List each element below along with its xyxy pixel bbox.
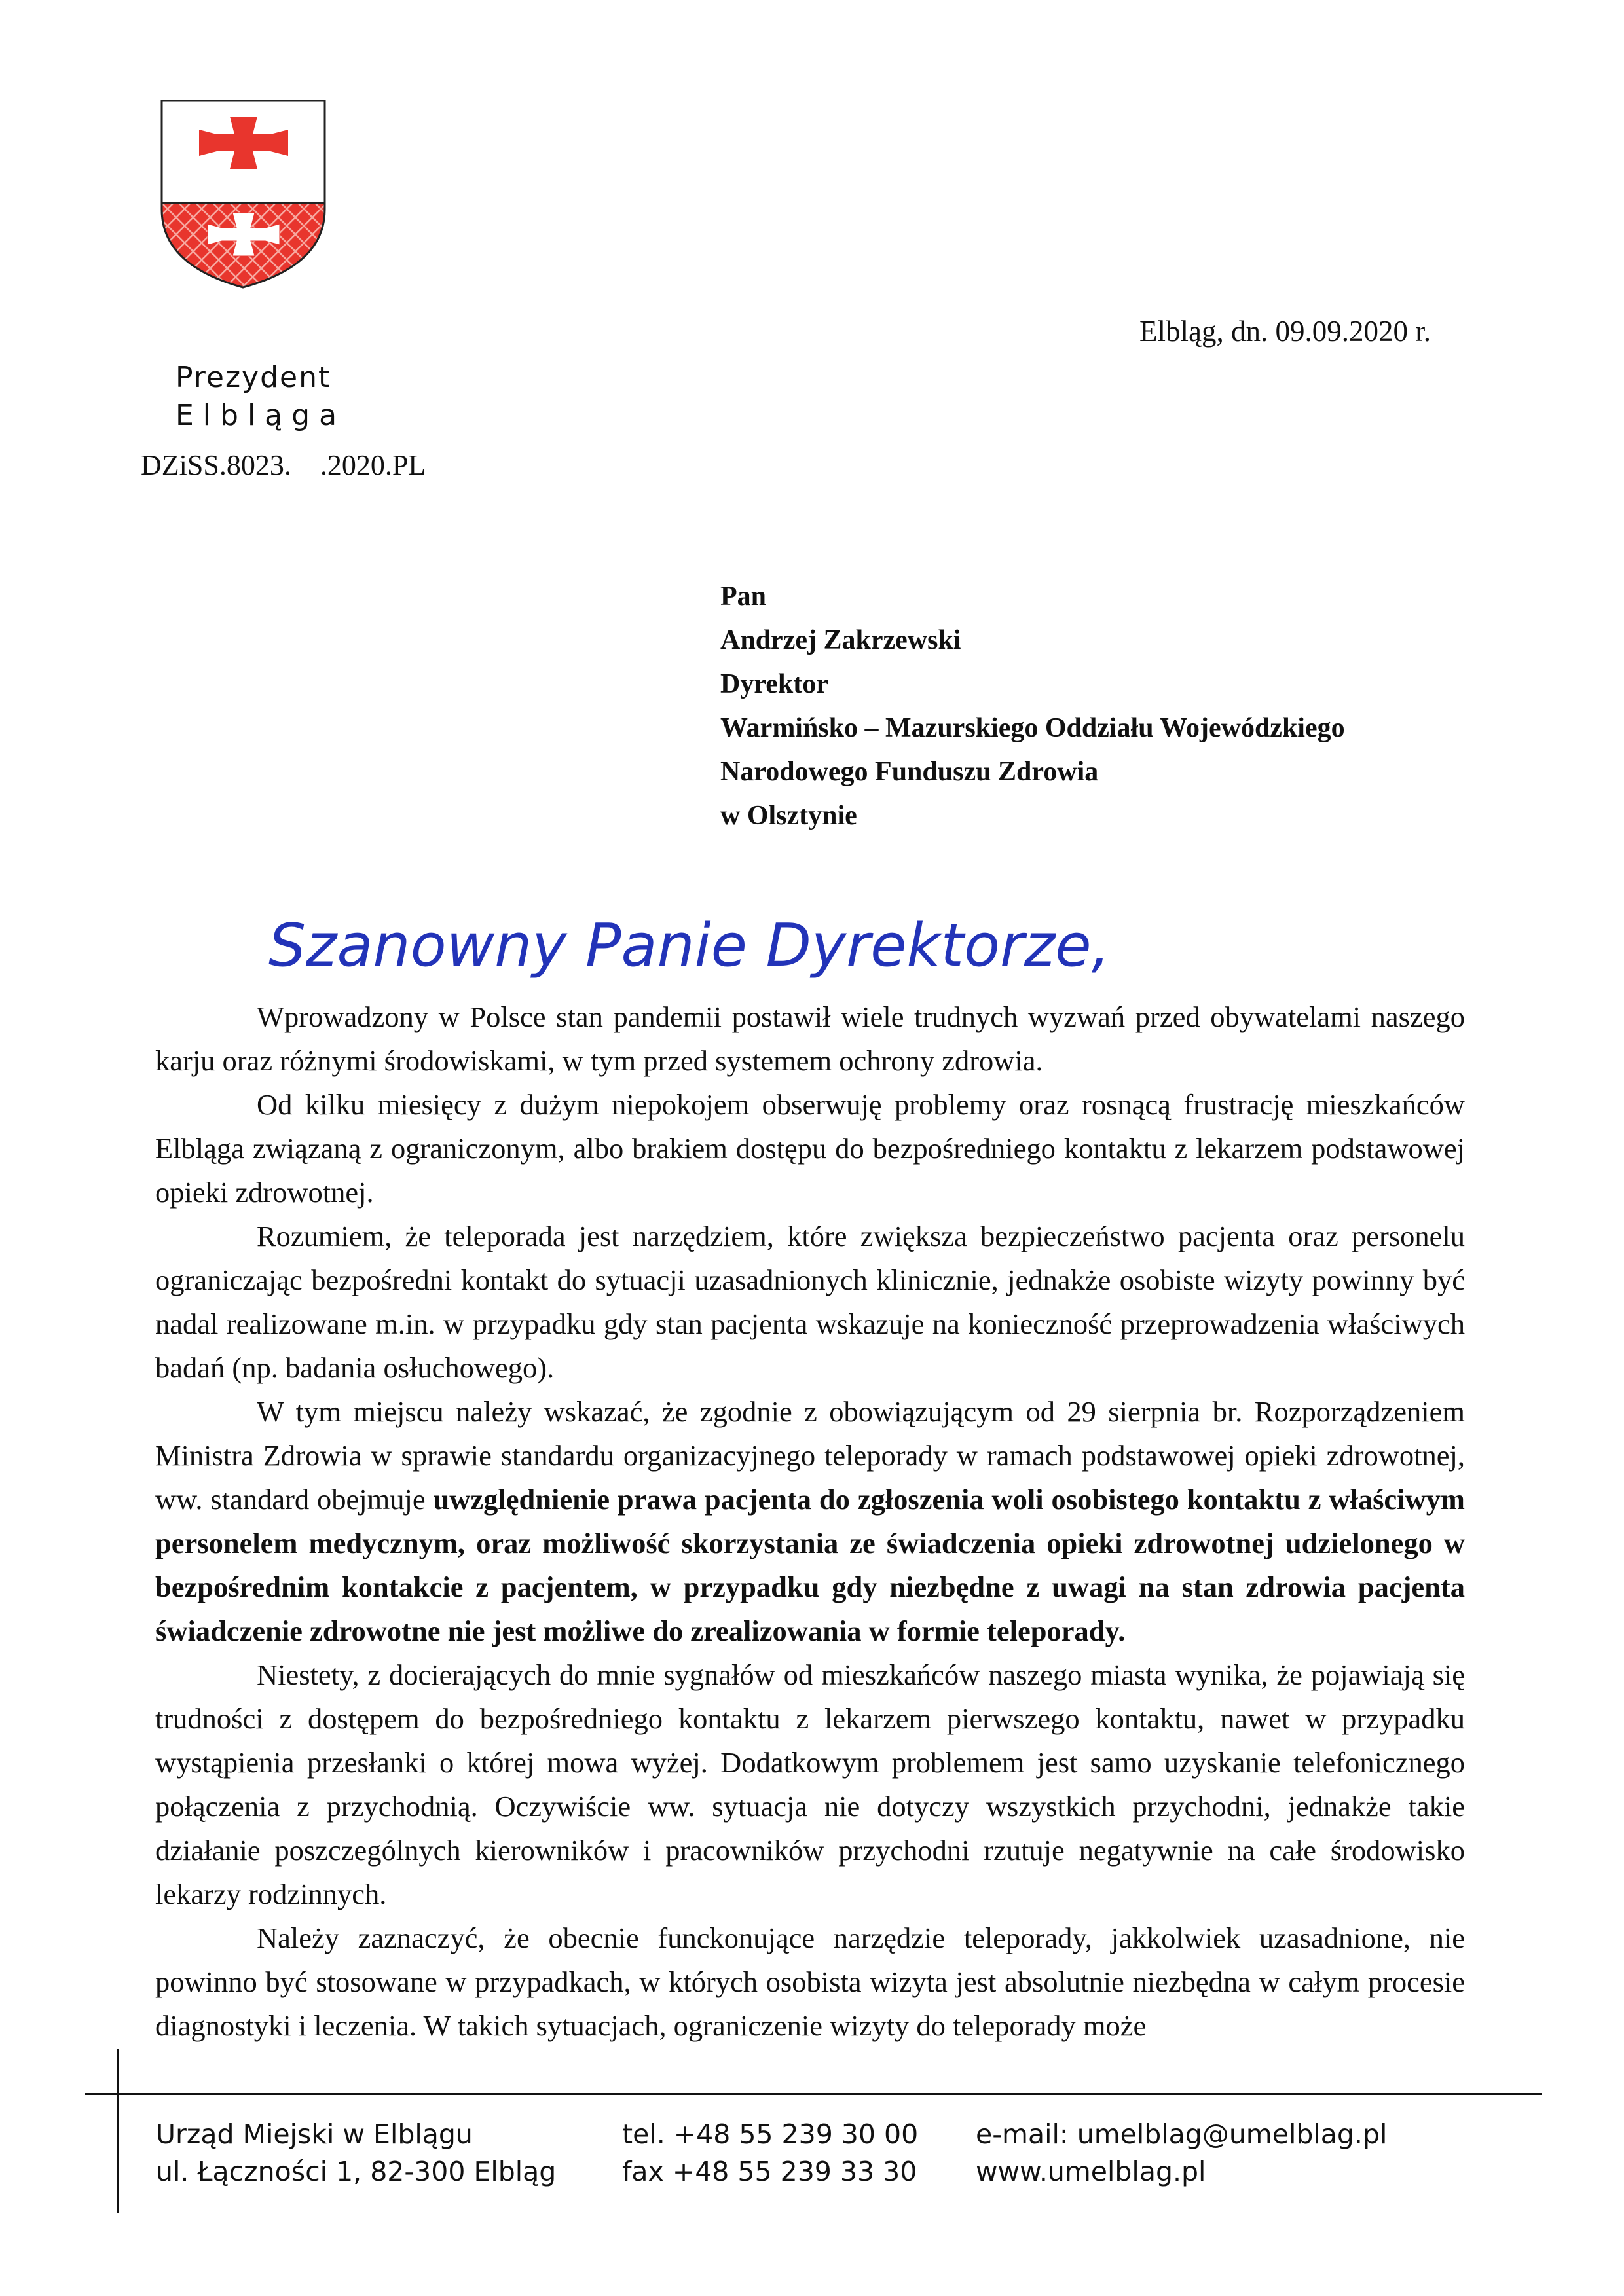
addressee-salutation: Pan	[720, 581, 767, 611]
addressee-organization: Warmińsko – Mazurskiego Oddziału Wojewódzkiego	[720, 713, 1345, 743]
addressee-organization-2: Narodowego Funduszu Zdrowia	[720, 757, 1099, 787]
footer-phone	[622, 2116, 918, 2191]
sender-city: Elbląga	[175, 399, 346, 432]
paragraph-1: Wprowadzony w Polsce stan pandemii postawił wiele trudnych wyzwań przed obywatelami naszego karju oraz różnymi środowiskami, w tym przed systemem ochrony zdrowia.	[155, 1000, 1465, 1077]
paragraph-6: Należy zaznaczyć, że obecnie funckonujące narzędzie teleporady, jakkolwiek uzasadnione, nie powinno być stosowane w przypadkach, w których osobista wizyta jest absolutnie niezbędna w całym procesie diagnostyki i leczenia. W takich sytuacjach, ograniczenie wizyty do teleporady może	[155, 1922, 1465, 2042]
footer-contact	[976, 2116, 1387, 2191]
paragraph-4-text: W tym miejscu należy wskazać, że zgodnie z obowiązującym od 29 sierpnia br. Rozporządzeniem Ministra Zdrowia w sprawie standardu organizacyjnego teleporady w ramach podstawowej opieki zdrowotnej, ww. standard obejmuje	[155, 1395, 1465, 1516]
letter-body	[155, 995, 1465, 2048]
footer-office-address: ul. Łączności 1, 82-300 Elbląg	[156, 2156, 557, 2187]
footer-fax: fax +48 55 239 33 30	[622, 2156, 917, 2187]
letter-date: Elbląg, dn. 09.09.2020 r.	[1139, 315, 1431, 348]
coat-of-arms-icon	[159, 98, 327, 290]
reference-number: DZiSS.8023. .2020.PL	[141, 449, 426, 481]
footer-website: www.umelblag.pl	[976, 2156, 1206, 2187]
paragraph-5: Niestety, z docierających do mnie sygnałów od mieszkańców naszego miasta wynika, że pojawiają się trudności z dostępem do bezpośredniego kontaktu z lekarzem pierwszego kontaktu, nawet w przypadku wystąpienia przesłanki o której mowa wyżej. Dodatkowym problemem jest samo uzyskanie telefonicznego połączenia z przychodnią. Oczywiście ww. sytuacja nie dotyczy wszystkich przychodni, jednakże takie działanie poszczególnych kierowników i pracowników przychodni rzutuje negatywnie na całe środowisko lekarzy rodzinnych.	[155, 1658, 1465, 1910]
paragraph-4	[155, 1390, 1465, 1653]
addressee-name: Andrzej Zakrzewski	[720, 625, 961, 655]
paragraph-2: Od kilku miesięcy z dużym niepokojem obserwuję problemy oraz rosnącą frustrację mieszkańców Elbląga związaną z ograniczonym, albo brakiem dostępu do bezpośredniego kontaktu z lekarzem podstawowej opieki zdrowotnej.	[155, 1088, 1465, 1209]
salutation-text: Szanowny Panie Dyrektorze,	[268, 911, 1111, 980]
footer-email: e-mail: umelblag@umelblag.pl	[976, 2119, 1388, 2150]
sender-title: Prezydent	[175, 361, 331, 394]
addressee-city: w Olsztynie	[720, 801, 857, 831]
footer-margin-line	[117, 2049, 119, 2213]
sender-block	[175, 359, 346, 435]
footer-address	[156, 2116, 556, 2191]
footer-divider	[85, 2093, 1542, 2095]
handwritten-salutation	[268, 900, 1111, 998]
paragraph-4-emphasis: uwzględnienie prawa pacjenta do zgłoszenia woli osobistego kontaktu z właściwym personelem medycznym, oraz możliwość skorzystania ze świadczenia opieki zdrowotnej udzielonego w bezpośrednim kontakcie z pacjentem, w przypadku gdy niezbędne z uwagi na stan zdrowia pacjenta świadczenie zdrowotne nie jest możliwe do zrealizowania w formie teleporady.	[155, 1483, 1465, 1647]
addressee-block	[720, 575, 1345, 838]
addressee-position: Dyrektor	[720, 669, 828, 699]
footer-office-name: Urząd Miejski w Elblągu	[156, 2119, 473, 2150]
footer-tel: tel. +48 55 239 30 00	[622, 2119, 919, 2150]
paragraph-3: Rozumiem, że teleporada jest narzędziem, które zwiększa bezpieczeństwo pacjenta oraz personelu ograniczając bezpośredni kontakt do sytuacji uzasadnionych klinicznie, jednakże osobiste wizyty powinny być nadal realizowane m.in. w przypadku gdy stan pacjenta wskazuje na konieczność przeprowadzenia właściwych badań (np. badania osłuchowego).	[155, 1220, 1465, 1384]
